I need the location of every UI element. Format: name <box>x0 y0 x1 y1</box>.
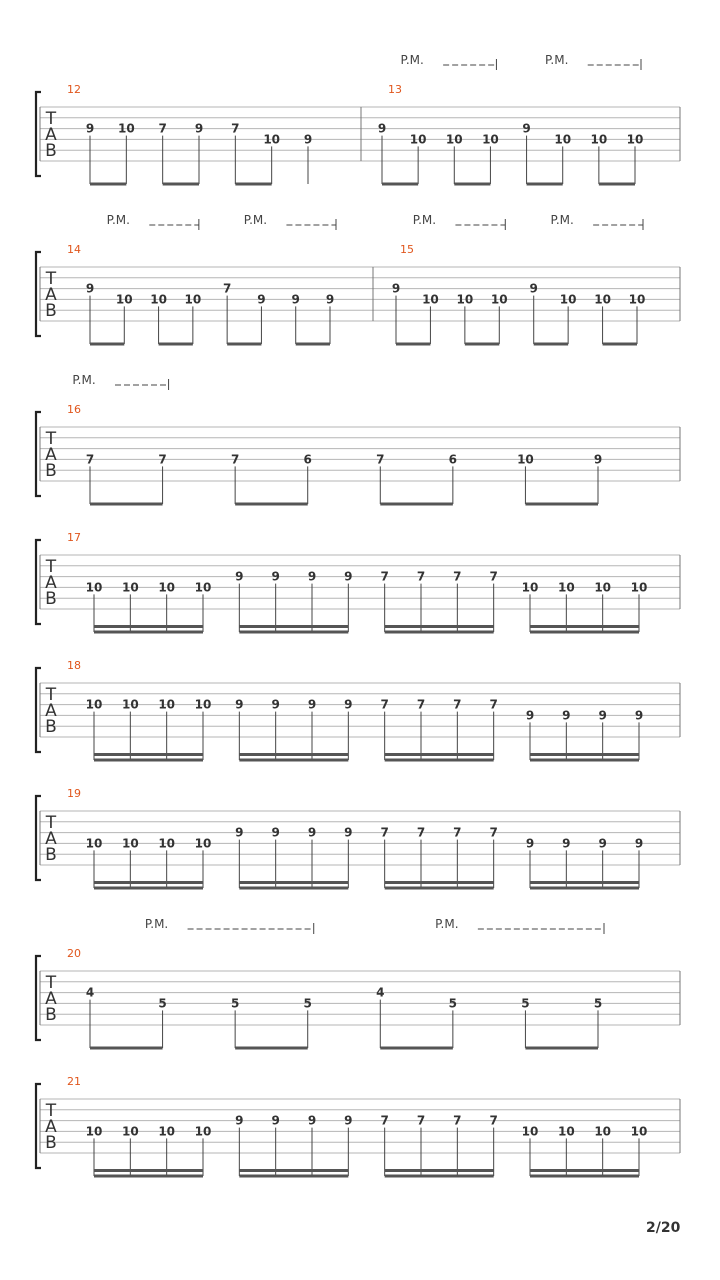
fret-number: 9 <box>344 1113 353 1128</box>
fret-number: 10 <box>184 292 202 307</box>
fret-number: 10 <box>557 580 575 595</box>
fret-number: 7 <box>416 1113 426 1128</box>
fret-number: 10 <box>158 836 176 851</box>
beam <box>599 183 635 186</box>
fret-number: 7 <box>230 452 240 467</box>
tab-clef-letter: A <box>45 701 57 721</box>
fret-number: 10 <box>422 292 439 307</box>
fret-number: 10 <box>521 580 539 595</box>
beam <box>94 759 203 762</box>
fret-number: 10 <box>490 292 508 307</box>
fret-number: 10 <box>194 1124 212 1139</box>
beam <box>239 753 348 756</box>
measure-number: 13 <box>388 83 402 96</box>
beam <box>530 881 639 884</box>
beam <box>530 631 639 634</box>
tab-clef-letter: A <box>45 125 57 145</box>
beam <box>385 887 494 890</box>
fret-number: 7 <box>489 569 498 584</box>
fret-number: 10 <box>121 1124 139 1139</box>
fret-number: 10 <box>158 697 176 712</box>
fret-number: 9 <box>598 836 607 851</box>
tab-clef-letter: B <box>45 461 57 482</box>
beam <box>90 1047 163 1050</box>
beam <box>525 1047 598 1050</box>
palm-mute-label: P.M. <box>550 213 574 227</box>
beam <box>239 887 348 890</box>
fret-number: 10 <box>628 292 646 307</box>
fret-number: 10 <box>559 292 577 307</box>
fret-number: 5 <box>303 996 312 1011</box>
beam <box>90 183 126 186</box>
beam <box>385 753 494 756</box>
beam <box>94 753 203 756</box>
beam <box>94 631 203 634</box>
fret-number: 9 <box>593 452 603 467</box>
fret-number: 9 <box>522 121 531 136</box>
fret-number: 9 <box>344 825 353 840</box>
fret-number: 9 <box>257 292 266 307</box>
fret-number: 10 <box>85 836 103 851</box>
fret-number: 7 <box>376 452 385 467</box>
fret-number: 10 <box>194 836 212 851</box>
fret-number: 10 <box>594 580 612 595</box>
beam <box>454 183 490 186</box>
fret-number: 7 <box>453 825 462 840</box>
fret-number: 9 <box>344 697 353 712</box>
fret-number: 9 <box>562 708 571 723</box>
fret-number: 7 <box>453 697 462 712</box>
beam <box>296 343 330 346</box>
fret-number: 9 <box>344 569 353 584</box>
beam <box>530 625 639 628</box>
palm-mute-label: P.M. <box>106 213 130 227</box>
palm-mute-label: P.M. <box>412 213 437 227</box>
fret-number: 9 <box>307 1113 317 1128</box>
fret-number: 7 <box>416 569 426 584</box>
fret-number: 9 <box>307 569 317 584</box>
beam <box>227 343 261 346</box>
fret-number: 9 <box>391 281 401 296</box>
fret-number: 7 <box>380 569 389 584</box>
fret-number: 10 <box>626 132 644 147</box>
fret-number: 6 <box>448 452 458 467</box>
fret-number: 10 <box>594 1124 612 1139</box>
measure-number: 14 <box>67 243 81 256</box>
beam <box>239 1169 348 1172</box>
fret-number: 9 <box>85 121 95 136</box>
fret-number: 10 <box>194 580 212 595</box>
palm-mute-label: P.M. <box>243 213 268 227</box>
beam <box>94 887 203 890</box>
beam <box>382 183 418 186</box>
fret-number: 7 <box>231 121 240 136</box>
fret-number: 9 <box>307 697 317 712</box>
fret-number: 10 <box>630 1124 648 1139</box>
measure-number: 15 <box>400 243 414 256</box>
fret-number: 5 <box>448 996 458 1011</box>
fret-number: 10 <box>194 697 212 712</box>
fret-number: 9 <box>325 292 335 307</box>
fret-number: 10 <box>263 132 281 147</box>
fret-number: 9 <box>303 132 313 147</box>
beam <box>235 503 308 506</box>
beam <box>239 631 348 634</box>
beam <box>385 759 494 762</box>
fret-number: 10 <box>85 697 103 712</box>
beam <box>94 881 203 884</box>
fret-number: 7 <box>453 569 462 584</box>
fret-number: 7 <box>489 1113 498 1128</box>
fret-number: 5 <box>230 996 240 1011</box>
fret-number: 5 <box>158 996 167 1011</box>
fret-number: 7 <box>416 825 426 840</box>
measure-number: 12 <box>67 83 81 96</box>
measure-number: 17 <box>67 531 81 544</box>
tab-clef-letter: B <box>45 717 57 738</box>
beam <box>530 887 639 890</box>
fret-number: 9 <box>271 569 280 584</box>
fret-number: 4 <box>376 985 385 1000</box>
fret-number: 10 <box>85 580 103 595</box>
tab-clef-letter: A <box>45 285 57 305</box>
fret-number: 9 <box>85 281 95 296</box>
measure-number: 20 <box>67 947 81 960</box>
fret-number: 10 <box>521 1124 539 1139</box>
beam <box>534 343 568 346</box>
beam <box>465 343 499 346</box>
fret-number: 7 <box>85 452 95 467</box>
fret-number: 9 <box>235 1113 244 1128</box>
fret-number: 9 <box>525 708 535 723</box>
fret-number: 10 <box>115 292 133 307</box>
fret-number: 9 <box>235 825 244 840</box>
fret-number: 9 <box>271 825 280 840</box>
beam <box>527 183 563 186</box>
beam <box>385 625 494 628</box>
beam <box>530 759 639 762</box>
fret-number: 10 <box>158 580 176 595</box>
palm-mute-label: P.M. <box>400 53 424 67</box>
fret-number: 10 <box>557 1124 575 1139</box>
fret-number: 9 <box>235 697 244 712</box>
beam <box>94 625 203 628</box>
tab-clef-letter: T <box>45 428 57 449</box>
fret-number: 10 <box>482 132 499 147</box>
beam <box>396 343 430 346</box>
measure-number: 19 <box>67 787 81 800</box>
beam <box>530 1175 639 1178</box>
beam <box>385 1175 494 1178</box>
fret-number: 10 <box>456 292 474 307</box>
measure-number: 16 <box>67 403 81 416</box>
measure-number: 21 <box>67 1075 81 1088</box>
tab-clef-letter: B <box>45 1005 57 1026</box>
fret-number: 10 <box>594 292 611 307</box>
fret-number: 10 <box>630 580 648 595</box>
fret-number: 6 <box>303 452 312 467</box>
fret-number: 9 <box>307 825 317 840</box>
tab-clef-letter: A <box>45 573 57 593</box>
fret-number: 7 <box>380 697 389 712</box>
beam <box>94 1169 203 1172</box>
fret-number: 7 <box>222 281 232 296</box>
fret-number: 10 <box>590 132 608 147</box>
fret-number: 7 <box>380 1113 389 1128</box>
fret-number: 10 <box>117 121 135 136</box>
fret-number: 9 <box>562 836 571 851</box>
fret-number: 9 <box>634 836 644 851</box>
fret-number: 7 <box>158 121 167 136</box>
beam <box>385 881 494 884</box>
beam <box>530 1169 639 1172</box>
beam <box>239 759 348 762</box>
tab-clef-letter: B <box>45 845 57 866</box>
beam <box>90 503 163 506</box>
beam <box>163 183 199 186</box>
tab-clef-letter: T <box>45 1100 57 1121</box>
beam <box>235 1047 308 1050</box>
fret-number: 9 <box>194 121 204 136</box>
palm-mute-label: P.M. <box>72 373 96 387</box>
fret-number: 9 <box>271 697 280 712</box>
tab-clef-letter: T <box>45 812 57 833</box>
fret-number: 10 <box>85 1124 103 1139</box>
fret-number: 10 <box>121 697 139 712</box>
fret-number: 7 <box>416 697 426 712</box>
beam <box>380 1047 453 1050</box>
fret-number: 10 <box>554 132 572 147</box>
fret-number: 10 <box>158 1124 176 1139</box>
beam <box>90 343 124 346</box>
fret-number: 5 <box>521 996 530 1011</box>
fret-number: 10 <box>445 132 463 147</box>
fret-number: 10 <box>121 836 139 851</box>
fret-number: 9 <box>529 281 538 296</box>
measure-number: 18 <box>67 659 81 672</box>
fret-number: 9 <box>235 569 244 584</box>
fret-number: 7 <box>158 452 167 467</box>
tab-clef-letter: T <box>45 268 57 289</box>
beam <box>380 503 453 506</box>
beam <box>239 625 348 628</box>
palm-mute-label: P.M. <box>435 917 459 931</box>
tab-clef-letter: B <box>45 1133 57 1154</box>
tab-clef-letter: B <box>45 141 57 162</box>
beam <box>525 503 598 506</box>
fret-number: 10 <box>517 452 534 467</box>
palm-mute-label: P.M. <box>545 53 569 67</box>
beam <box>385 1169 494 1172</box>
beam <box>235 183 271 186</box>
fret-number: 7 <box>453 1113 462 1128</box>
tab-clef-letter: T <box>45 972 57 993</box>
tab-clef-letter: B <box>45 589 57 610</box>
beam <box>159 343 193 346</box>
tab-clef-letter: A <box>45 989 57 1009</box>
fret-number: 9 <box>525 836 535 851</box>
tab-clef-letter: T <box>45 684 57 705</box>
fret-number: 5 <box>593 996 603 1011</box>
fret-number: 9 <box>598 708 607 723</box>
fret-number: 10 <box>150 292 167 307</box>
page-number: 2/20 <box>646 1220 681 1236</box>
beam <box>385 631 494 634</box>
fret-number: 10 <box>121 580 139 595</box>
tab-clef-letter: A <box>45 445 57 465</box>
beam <box>530 753 639 756</box>
tab-clef-letter: A <box>45 829 57 849</box>
fret-number: 10 <box>409 132 427 147</box>
palm-mute-label: P.M. <box>144 917 169 931</box>
fret-number: 9 <box>271 1113 280 1128</box>
beam <box>603 343 637 346</box>
fret-number: 4 <box>85 985 95 1000</box>
tab-clef-letter: A <box>45 1117 57 1137</box>
beam <box>94 1175 203 1178</box>
beam <box>239 1175 348 1178</box>
fret-number: 7 <box>489 697 498 712</box>
tab-clef-letter: B <box>45 301 57 322</box>
fret-number: 9 <box>291 292 300 307</box>
tab-clef-letter: T <box>45 556 57 577</box>
fret-number: 9 <box>634 708 644 723</box>
fret-number: 7 <box>489 825 498 840</box>
tab-clef-letter: T <box>45 108 57 129</box>
fret-number: 9 <box>377 121 387 136</box>
beam <box>239 881 348 884</box>
fret-number: 7 <box>380 825 389 840</box>
